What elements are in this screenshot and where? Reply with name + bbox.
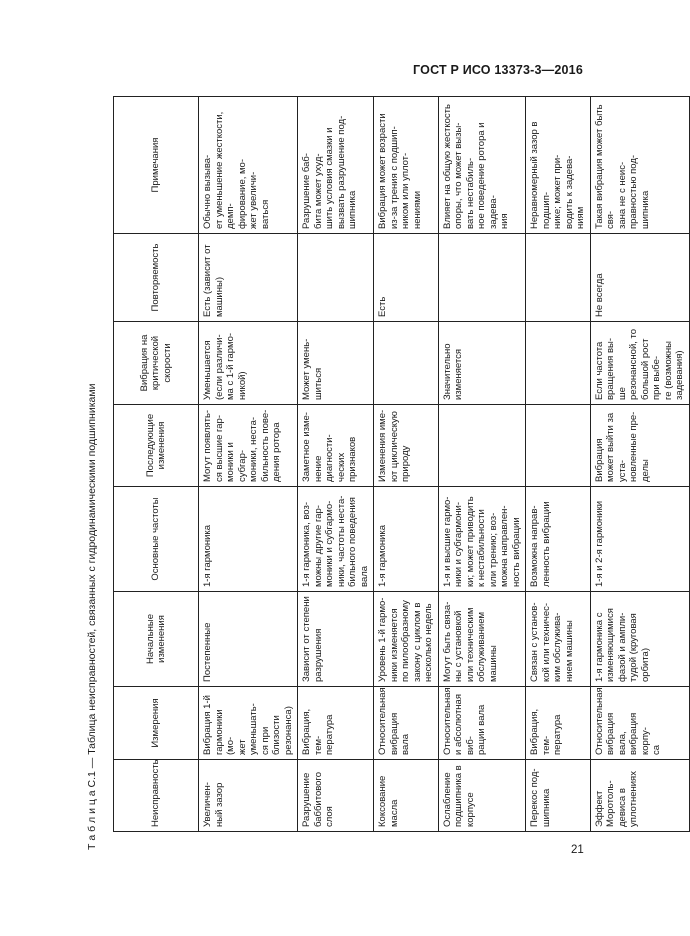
table-cell: Ослабление подшипника в корпусе [438, 760, 526, 832]
table-row [374, 97, 439, 832]
table-cell: Вибрация, тем- пература [298, 687, 374, 760]
table-cell: Могут быть связа- ны с установкой или техническим обслуживанием машины [438, 592, 526, 687]
table-row [438, 97, 526, 832]
table-cell: 1-я и 2-я гармоники [590, 487, 689, 592]
table-cell: 1-я гармоника [374, 487, 439, 592]
table-cell [438, 405, 526, 487]
table-row [526, 97, 591, 832]
table-cell: Такая вибрация может быть свя- зана не с неис- правностью под- шипника [590, 97, 689, 234]
table-cell: Не всегда [590, 234, 689, 322]
table-cell: 1-я гармоника, воз- можны другие гар- моники и субгармо- ники, частоты неста- бильного поведения вала [298, 487, 374, 592]
table-cell: Вибрация, тем- пература [526, 687, 591, 760]
table-cell [526, 234, 591, 322]
table-cell: Есть [374, 234, 439, 322]
table-cell: Возможна направ- ленность вибрации [526, 487, 591, 592]
col-header: Неисправность [114, 760, 199, 832]
table-cell: Может умень- шиться [298, 322, 374, 405]
table-cell: 1-я гармоника с изменяющимися фазой и ампли- тудой (круговая орбита) [590, 592, 689, 687]
table-cell: Уровень 1-й гармо- ники изменяется по пилообразному закону с циклом в несколько недель [374, 592, 439, 687]
table-row [590, 97, 689, 832]
table-cell: Перекос под- шипника [526, 760, 591, 832]
table-header-row [114, 97, 199, 832]
col-header: Последующие изменения [114, 405, 199, 487]
col-header: Примечания [114, 97, 199, 234]
table-cell: Обычно вызыва- ет уменьшение жесткости, демп- фирование, мо- жет увеличи- ваться [199, 97, 298, 234]
table-cell: 1-я и высшие гармо- ники и субгармони- ки; может приводить к нестабильности или трению; воз- можна направлен- ность вибрации [438, 487, 526, 592]
table-cell: 1-я гармоника [199, 487, 298, 592]
table-cell: Вибрация может выйти за уста- новленные пре- делы [590, 405, 689, 487]
table-cell [298, 234, 374, 322]
table-cell: Изменения име- ют циклическую природу [374, 405, 439, 487]
table-cell: Неравномерный зазор в подшип- нике; может при- водить к задева- ниям [526, 97, 591, 234]
table-cell: Относительная вибрация вала, вибрация корпу- са [590, 687, 689, 760]
table-cell: Относительная и абсолютная виб- рации вала [438, 687, 526, 760]
table-caption: Т а б л и ц а С.1 — Таблица неисправностей, связанных с гидродинамическими подшипниками [86, 383, 98, 850]
col-header: Вибрация на критической скорости [114, 322, 199, 405]
table-cell: Разрушение баб- бита может ухуд- шить условия смазки и вызвать разрушение под- шипника [298, 97, 374, 234]
table-cell: Влияет на общую жесткость опоры, что может вызы- вать нестабиль- ное поведение ротора и задева- ния [438, 97, 526, 234]
col-header: Измерения [114, 687, 199, 760]
page-number: 21 [571, 844, 584, 856]
rotated-table [113, 97, 685, 832]
table-cell: Коксование масла [374, 760, 439, 832]
table-cell: Разрушение баббитового слоя [298, 760, 374, 832]
table-cell [374, 322, 439, 405]
table-cell: Постепенные [199, 592, 298, 687]
table-cell: Заметное изме- нение диагности- ческих признаков [298, 405, 374, 487]
table-cell: Могут появлять- ся высшие гар- моники и субгар- моники, неста- бильность пове- дения ротора [199, 405, 298, 487]
col-header: Основные частоты [114, 487, 199, 592]
table-cell: Вибрация может возрасти из-за трения с подшип- ником или уплот- нениями [374, 97, 439, 234]
table-cell: Уменьшается (если различи- ма с 1-й гармо- никой) [199, 322, 298, 405]
faults-table [113, 96, 690, 832]
table-cell: Значительно изменяется [438, 322, 526, 405]
table-cell: Вибрация 1-й гармоники (мо- жет уменьшать- ся при близости резонанса) [199, 687, 298, 760]
table-cell: Увеличен- ный зазор [199, 760, 298, 832]
table-row [199, 97, 298, 832]
table-cell: Зависит от степени разрушения [298, 592, 374, 687]
table-cell: Связан с установ- кой или техничес- ким обслужива- нием машины [526, 592, 591, 687]
table-cell [526, 405, 591, 487]
table-cell [526, 322, 591, 405]
standard-header: ГОСТ Р ИСО 13373-3—2016 [413, 63, 583, 77]
table-cell: Есть (зависит от машины) [199, 234, 298, 322]
table-cell: Эффект Моротоль- девиса в уплотнениях [590, 760, 689, 832]
table-row [298, 97, 374, 832]
table-cell [438, 234, 526, 322]
col-header: Начальные изменения [114, 592, 199, 687]
table-cell: Относительная вибрация вала [374, 687, 439, 760]
col-header: Повторяемость [114, 234, 199, 322]
table-cell: Если частота вращения вы- ше резонансной, то большой рост при выбе- ге (возможны задевания) [590, 322, 689, 405]
